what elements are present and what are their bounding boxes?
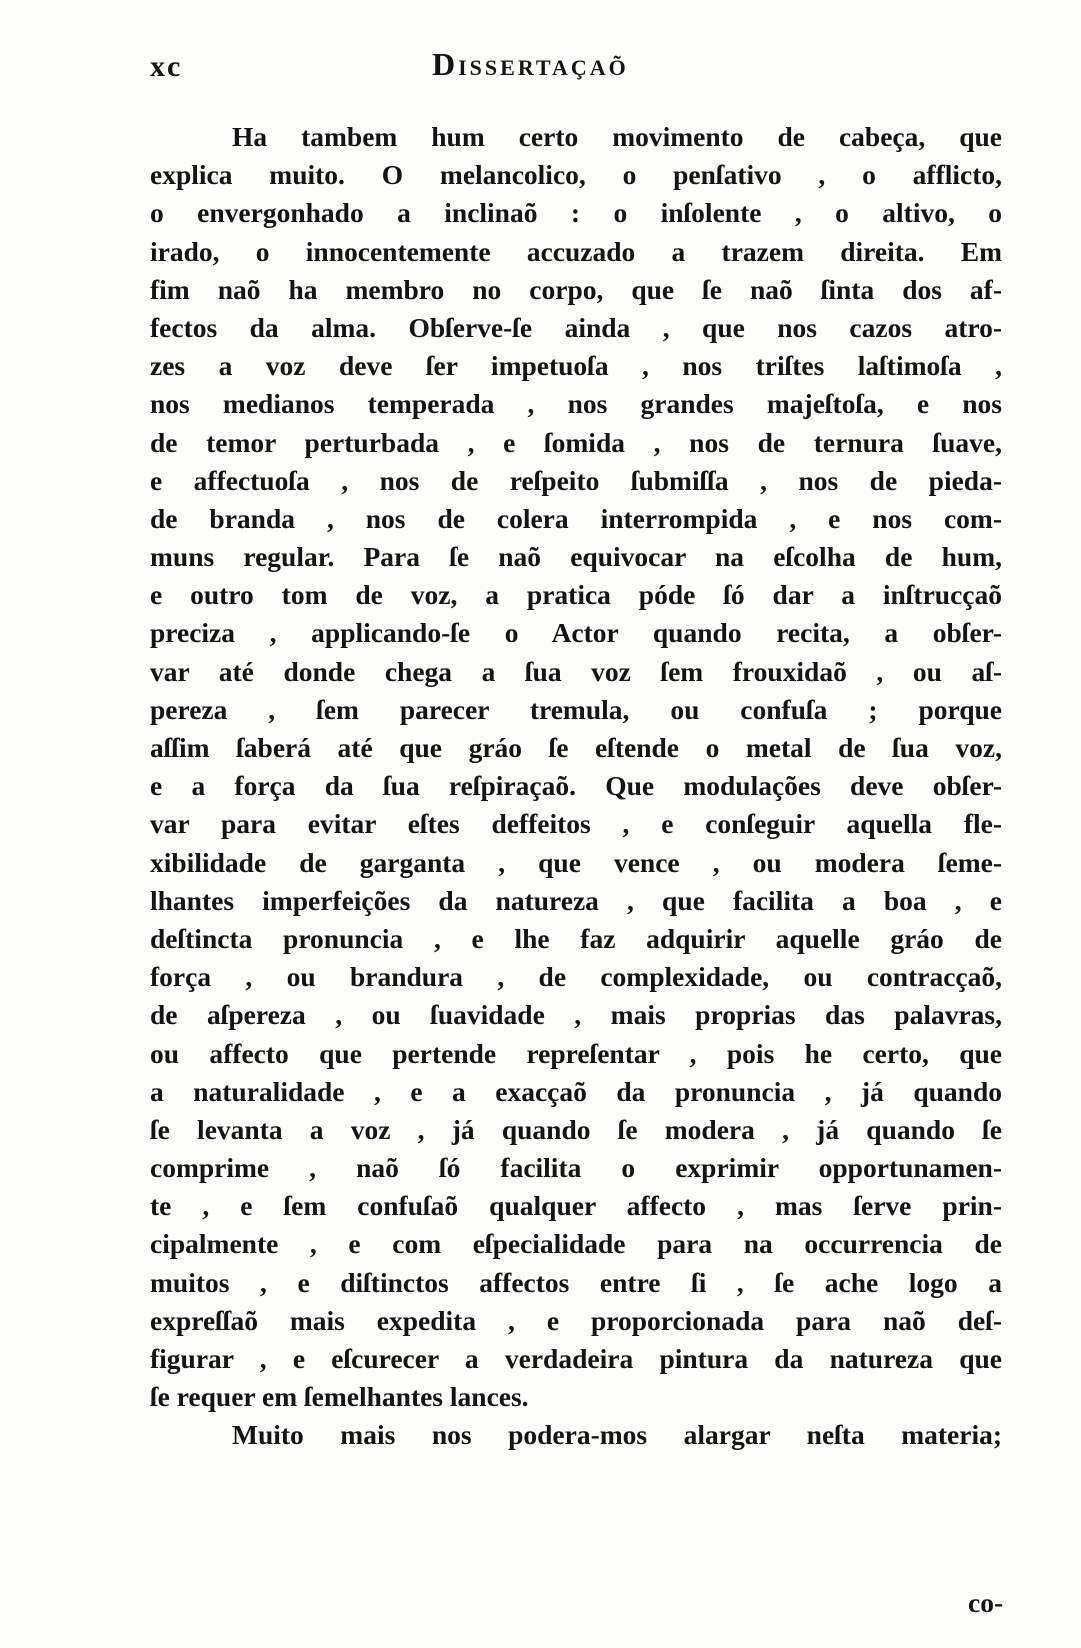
text-line: e outro tom de voz, a pratica póde ſó dar a inſtrucçaõ xyxy=(150,579,1002,611)
text-line: fim naõ ha membro no corpo, que ſe naõ ſinta dos af- xyxy=(150,273,1002,305)
text-line: te , e ſem confuſaõ qualquer affecto , mas ſerve prin- xyxy=(150,1190,1002,1222)
text-line: cipalmente , e com eſpecialidade para na occurrencia de xyxy=(150,1228,1002,1260)
text-line: ou affecto que pertende repreſentar , pois he certo, que xyxy=(150,1037,1002,1069)
text-line: expreſſaõ mais expedita , e proporcionada para naõ deſ- xyxy=(150,1304,1002,1336)
text-line: explica muito. O melancolico, o penſativo , o afflicto, xyxy=(150,159,1002,191)
text-line: ſe requer em ſemelhantes lances. xyxy=(150,1381,529,1413)
text-line: preciza , applicando-ſe o Actor quando recita, a obſer- xyxy=(150,617,1002,649)
text-line: aſſim ſaberá até que gráo ſe eſtende o metal de ſua voz, xyxy=(150,732,1002,763)
text-line: e a força da ſua reſpiraçaõ. Que modulações deve obſer- xyxy=(150,770,1002,802)
text-line: de aſpereza , ou ſuavidade , mais proprias das palavras, xyxy=(150,999,1002,1031)
text-line: Ha tambem hum certo movimento de cabeça, que xyxy=(232,121,1002,152)
text-line: Muito mais nos podera-mos alargar neſta materia; xyxy=(232,1419,1002,1451)
text-line: figurar , e eſcurecer a verdadeira pintura da natureza que xyxy=(150,1343,1002,1374)
text-line: de temor perturbada , e ſomida , nos de ternura ſuave, xyxy=(150,426,1002,458)
text-line: comprime , naõ ſó facilita o exprimir opportunamen- xyxy=(150,1152,1002,1184)
text-line: muns regular. Para ſe naõ equivocar na eſcolha de hum, xyxy=(150,541,1002,573)
text-line: xibilidade de garganta , que vence , ou modera ſeme- xyxy=(150,846,1002,878)
text-line: ſe levanta a voz , já quando ſe modera , já quando ſe xyxy=(150,1113,1002,1145)
text-line: nos medianos temperada , nos grandes majeſtoſa, e nos xyxy=(150,388,1002,420)
text-line: deſtincta pronuncia , e lhe faz adquirir aquelle gráo de xyxy=(150,922,1002,954)
page-header xyxy=(150,44,950,92)
text-line: muitos , e diſtinctos affectos entre ſi , ſe ache logo a xyxy=(150,1266,1002,1298)
text-line: e affectuoſa , nos de reſpeito ſubmiſſa , nos de pieda- xyxy=(150,464,1002,496)
text-line: o envergonhado a inclinaõ : o inſolente , o altivo, o xyxy=(150,197,1002,229)
page-number: xc xyxy=(150,50,183,83)
running-head: Dissertaçaõ xyxy=(432,46,629,82)
text-line: fectos da alma. Obſerve-ſe ainda , que nos cazos atro- xyxy=(150,311,1002,343)
body-text xyxy=(150,118,1002,1455)
text-line: de branda , nos de colera interrompida , e nos com- xyxy=(150,502,1002,534)
text-line: lhantes imperfeições da natureza , que facilita a boa , e xyxy=(150,884,1002,916)
text-line: zes a voz deve ſer impetuoſa , nos triſtes laſtimoſa , xyxy=(150,350,1002,382)
text-line: força , ou brandura , de complexidade, ou contracçaõ, xyxy=(150,961,1002,993)
catchword: co- xyxy=(968,1587,1004,1618)
text-line: var até donde chega a ſua voz ſem frouxidaõ , ou aſ- xyxy=(150,655,1002,687)
text-line: pereza , ſem parecer tremula, ou confuſa ; porque xyxy=(150,693,1002,725)
text-line: irado, o innocentemente accuzado a trazem direita. Em xyxy=(150,235,1002,267)
text-line: var para evitar eſtes deffeitos , e conſeguir aquella fle- xyxy=(150,808,1002,840)
text-line: a naturalidade , e a exacçaõ da pronuncia , já quando xyxy=(150,1075,1002,1107)
